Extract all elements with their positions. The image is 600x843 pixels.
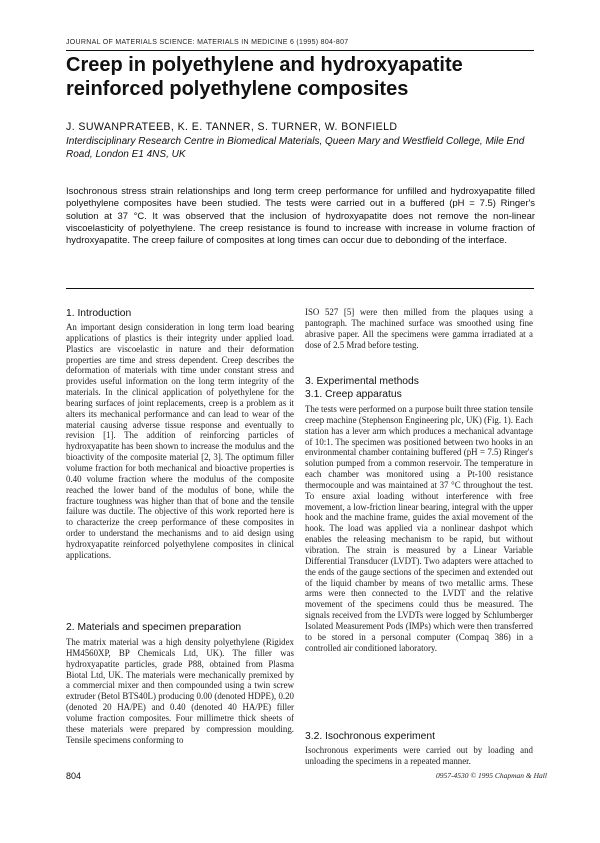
subsection-heading-isochronous: 3.2. Isochronous experiment — [305, 731, 435, 742]
introduction-text: An important design consideration in long term load bearing applications of plastics is their integrity under applied load. Plastics are viscoelastic in nature and their deformation properties are time and stress dependent. Creep describes the deformation of materials with time under constant stress and provides useful information on the long term integrity of the materials. In the clinical application of polyethylene for the bearing surfaces of joint replacements, creep is a problem as it alters its mechanical performance and can lead to wear of the material causing adverse tissue response and eventually to revision [1]. The addition of reinforcing particles of hydroxyapatite has been shown to increase the modulus and the bioactivity of the composite material [2, 3]. The optimum filler volume fraction for both mechanical and bioactive properties is 0.40 volume fraction where the modulus of the composite reached the lower band of the modulus of bone, while the fracture toughness was higher than that of bone and the tensile failure was ductile. The objective of this work reported here is to characterize the creep performance of these composites in order to understand the mechanisms and to aid design using hydroxyapatite reinforced polyethylene composites in clinical applications. — [66, 322, 294, 560]
abstract-rule — [66, 288, 534, 289]
author-affiliation: Interdisciplinary Research Centre in Biomedical Materials, Queen Mary and Westfield College, Mile End Road, London E1 4NS, UK — [66, 136, 525, 160]
abstract: Isochronous stress strain relationships and long term creep performance for unfilled and hydroxyapatite filled polyethylene composites have been studied. The tests were carried out in a buffered (pH = 7.5) Ringer's solution at 37 °C. It was observed that the inclusion of hydroxyapatite does not remove the non-linear viscoelasticity of polyethylene. The creep resistance is found to increase with increase in volume fraction of hydroxyapatite. The creep failure of composites at long times can occur due to debonding of the interface. — [66, 186, 535, 247]
creep-apparatus-text: The tests were performed on a purpose built three station tensile creep machine (Stephenson Engineering plc, UK) (Fig. 1). Each station has a lever arm which produces a mechanical advantage of 10:1. The specimen was positioned between two hooks in an environmental chamber containing buffered (pH = 7.5) Ringer's solution pumped from a common reservoir. The temperature in each chamber was monitored using a Pt-100 resistance thermocouple and was maintained at 37 °C throughout the test. To ensure axial loading without interference with free movement, a low-friction linear bearing, integral with the upper hook and the machine frame, guides the axial movement of the hook. The load was applied via a nonlinear dashpot which enables the releasing mechanism to be rapid, but without vibration. The strain is measured by a Linear Variable Differential Transducer (LVDT). Two adapters were attached to the ends of the gauge sections of the specimen and extended out of the liquid chamber by means of two metallic arms. These arms were then connected to the LVDT and the relative movement of the specimens could thus be measured. The signals received from the LVDTs were logged by Schlumberger Isolated Measurement Pods (IMPs) which were then transferred to be stored in a personal computer (Compaq 386) in a controlled air conditioned laboratory. — [305, 404, 533, 653]
materials-continued-text: ISO 527 [5] were then milled from the plaques using a pantograph. The machined surface was smoothed using fine abrasive paper. All the specimens were gamma irradiated at a dose of 2.5 Mrad before testing. — [305, 307, 533, 350]
section-heading-introduction: 1. Introduction — [66, 308, 132, 319]
running-head: JOURNAL OF MATERIALS SCIENCE: MATERIALS IN MEDICINE 6 (1995) 804-807 — [66, 39, 349, 46]
section-heading-experimental-methods: 3. Experimental methods — [305, 376, 419, 387]
article-title: Creep in polyethylene and hydroxyapatite reinforced polyethylene composites — [66, 54, 463, 100]
copyright-line: 0957-4530 © 1995 Chapman & Hall — [436, 771, 547, 780]
author-list: J. SUWANPRATEEB, K. E. TANNER, S. TURNER, W. BONFIELD — [66, 121, 398, 133]
subsection-heading-creep-apparatus: 3.1. Creep apparatus — [305, 389, 402, 400]
header-rule — [66, 50, 534, 51]
section-heading-materials: 2. Materials and specimen preparation — [66, 622, 242, 633]
page-number: 804 — [66, 771, 82, 781]
materials-text: The matrix material was a high density polyethylene (Rigidex HM4560XP, BP Chemicals Ltd, UK). The filler was hydroxyapatite particles, grade P88, obtained from Plasma Biotal Ltd, UK. The materials were mechanically premixed by a commercial mixer and then compounded using a twin screw extruder (Betol BTS40L) producing 0.00 (denoted HDPE), 0.20 (denoted 20 HA/PE) and 0.40 (denoted 40 HA/PE) filler volume fraction composites. Four millimetre thick sheets of these materials were prepared by compression moulding. Tensile specimens conforming to — [66, 637, 294, 745]
isochronous-text: Isochronous experiments were carried out by loading and unloading the specimens in a repeated manner. — [305, 745, 533, 766]
